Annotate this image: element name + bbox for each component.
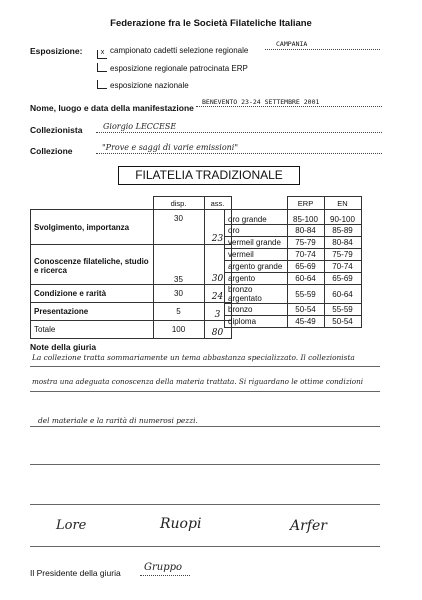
notes-line-2: mostra una adeguata conoscenza della materia trattata. Si riguardano le ottime condizioni	[32, 377, 364, 386]
event-line	[196, 106, 382, 107]
criterion-disp: 30	[153, 285, 204, 303]
president-label: Il Presidente della giuria	[30, 568, 121, 578]
table-row	[225, 316, 362, 328]
medal-name: argento	[225, 273, 288, 285]
total-label: Totale	[31, 321, 154, 339]
medal-header-row	[225, 197, 362, 210]
medal-erp: 60-64	[287, 273, 324, 285]
table-row	[225, 249, 362, 261]
notes-rule-1	[30, 366, 380, 367]
criterion-label: Svolgimento, importanza	[31, 210, 154, 245]
scoring-table	[30, 196, 232, 339]
criterion-ass: 24	[204, 285, 231, 303]
table-row	[225, 261, 362, 273]
medal-erp: 55-59	[287, 285, 324, 304]
medal-name: oro grande	[225, 210, 288, 225]
table-row	[31, 321, 232, 339]
notes-line-1: La collezione tratta sommariamente un tema abbastanza specializzato. Il collezionista	[32, 353, 355, 362]
scoring-header-blank	[31, 197, 154, 210]
checkbox-erp	[97, 63, 107, 72]
table-row	[31, 210, 232, 245]
medal-name: oro	[225, 225, 288, 237]
criterion-label: Condizione e rarità	[31, 285, 154, 303]
medal-header-erp: ERP	[287, 197, 324, 210]
medal-name: bronzo argentato	[225, 285, 288, 304]
notes-rule-3	[30, 426, 380, 427]
notes-rule-4	[30, 464, 380, 465]
notes-label: Note della giuria	[30, 342, 97, 352]
signature-rule	[30, 546, 380, 547]
table-row	[225, 304, 362, 316]
table-row	[31, 285, 232, 303]
medal-header-blank	[225, 197, 288, 210]
medal-en: 60-64	[324, 285, 361, 304]
scoring-header-ass: ass.	[204, 197, 231, 210]
medal-en: 50-54	[324, 316, 361, 328]
checkbox-nazionale	[97, 80, 107, 89]
medal-en: 85-89	[324, 225, 361, 237]
total-ass: 80	[204, 321, 231, 339]
table-row	[31, 303, 232, 321]
medal-name: bronzo	[225, 304, 288, 316]
medal-table	[224, 196, 362, 328]
collection-label: Collezione	[30, 146, 73, 156]
jury-signature-1: Lore	[56, 518, 87, 533]
checkbox-campionato: x	[97, 50, 107, 59]
option-campionato: x campionato cadetti selezione regionale	[97, 46, 248, 59]
medal-erp: 50-54	[287, 304, 324, 316]
medal-en: 75-79	[324, 249, 361, 261]
medal-en: 80-84	[324, 237, 361, 249]
criterion-ass: 3	[204, 303, 231, 321]
table-row	[225, 285, 362, 304]
criterion-ass: 23	[204, 210, 231, 245]
jury-signature-3: Arfer	[290, 518, 327, 534]
region-typed: CAMPANIA	[276, 40, 308, 48]
option-erp: esposizione regionale patrocinata ERP	[97, 63, 248, 73]
scoring-header-disp: disp.	[153, 197, 204, 210]
medal-erp: 85-100	[287, 210, 324, 225]
medal-name: vermeil grande	[225, 237, 288, 249]
criterion-ass: 30	[204, 245, 231, 285]
notes-line-3: del materiale e la rarità di numerosi pezzi.	[38, 416, 198, 425]
scoring-header-row	[31, 197, 232, 210]
notes-rule-5	[30, 504, 380, 505]
total-disp: 100	[153, 321, 204, 339]
notes-rule-2	[30, 391, 380, 392]
collector-label: Collezionista	[30, 125, 83, 135]
collection-value: "Prove e saggi di varie emissioni"	[102, 143, 239, 152]
medal-en: 65-69	[324, 273, 361, 285]
president-line	[140, 575, 190, 576]
section-title: FILATELIA TRADIZIONALE	[118, 166, 300, 185]
collection-line	[96, 153, 382, 154]
president-signature: Gruppo	[144, 562, 183, 573]
medal-erp: 70-74	[287, 249, 324, 261]
collector-value: Giorgio LECCESE	[103, 122, 177, 131]
medal-erp: 75-79	[287, 237, 324, 249]
table-row	[225, 237, 362, 249]
table-row	[225, 273, 362, 285]
criterion-disp: 5	[153, 303, 204, 321]
medal-en: 55-59	[324, 304, 361, 316]
jury-signature-2: Ruopi	[160, 516, 202, 532]
medal-header-en: EN	[324, 197, 361, 210]
medal-erp: 65-69	[287, 261, 324, 273]
criterion-disp: 35	[153, 245, 204, 285]
medal-en: 70-74	[324, 261, 361, 273]
medal-name: argento grande	[225, 261, 288, 273]
region-line	[265, 49, 380, 50]
medal-erp: 45-49	[287, 316, 324, 328]
event-value: BENEVENTO 23-24 SETTEMBRE 2001	[202, 98, 320, 106]
table-row	[225, 210, 362, 225]
table-row	[225, 225, 362, 237]
criterion-label: Conoscenze filateliche, studio e ricerca	[31, 245, 154, 285]
medal-en: 90-100	[324, 210, 361, 225]
criterion-label: Presentazione	[31, 303, 154, 321]
option-nazionale: esposizione nazionale	[97, 80, 189, 90]
exposition-label: Esposizione:	[30, 46, 83, 56]
medal-name: vermeil	[225, 249, 288, 261]
collector-line	[96, 132, 382, 133]
event-label: Nome, luogo e data della manifestazione	[30, 103, 194, 113]
criterion-disp: 30	[153, 210, 204, 245]
table-row	[31, 245, 232, 285]
medal-erp: 80-84	[287, 225, 324, 237]
medal-name: diploma	[225, 316, 288, 328]
organization-title: Federazione fra le Società Filateliche Italiane	[110, 18, 312, 29]
